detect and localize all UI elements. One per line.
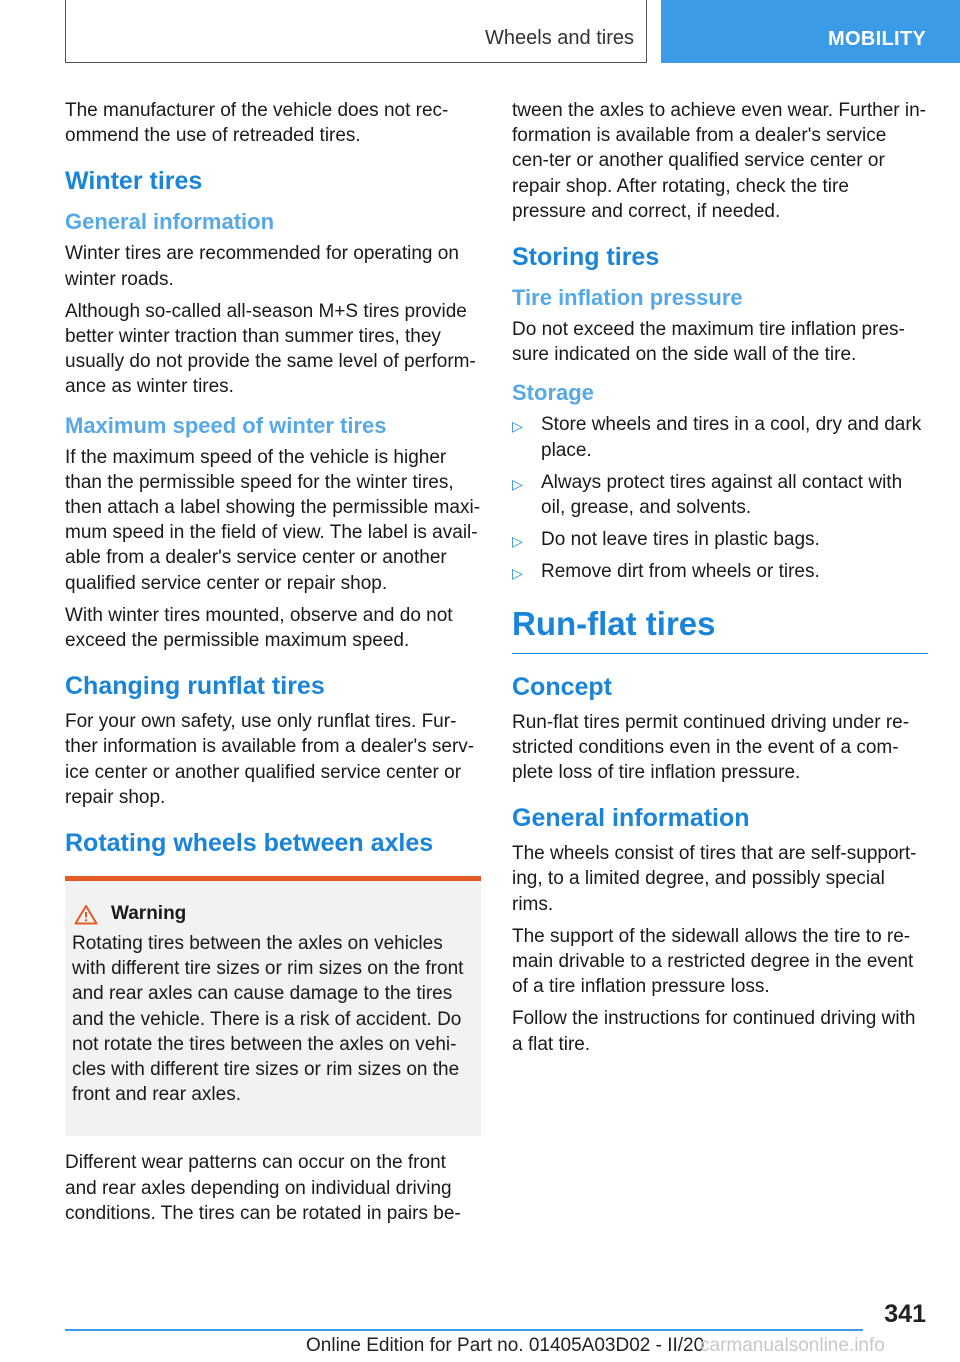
general-information-heading: General information bbox=[65, 209, 275, 235]
warning-triangle-icon bbox=[74, 904, 98, 925]
storage-list bbox=[512, 412, 928, 584]
run-flat-tires-heading: Run-flat tires bbox=[512, 603, 928, 654]
list-item: ▷ Do not leave tires in plastic bags. bbox=[512, 527, 928, 552]
page-number: 341 bbox=[884, 1300, 926, 1328]
warning-text: Rotating tires between the axles on vehicles with different tire sizes or rim sizes on the front and rear axles can cause damage to the tires and the vehicle. There is a risk of accident. Do not rotate the tires between the axles on vehi‐cles with different tire sizes or rim sizes on the front and rear axles. bbox=[72, 933, 464, 1106]
list-item: ▷ Always protect tires against all contact with oil, grease, and solvents. bbox=[512, 471, 903, 519]
list-item: ▷ Store wheels and tires in a cool, dry and dark place. bbox=[512, 414, 922, 461]
winter-tires-heading: Winter tires bbox=[65, 167, 203, 196]
concept-paragraph: Run-flat tires permit continued driving under re‐stricted conditions even in the event of a com‐plete loss of tire inflation pressure. bbox=[512, 711, 910, 784]
runflat-general-paragraph-3: Follow the instructions for continued driving with a flat tire. bbox=[512, 1008, 916, 1055]
triangle-bullet-icon: ▷ bbox=[512, 565, 523, 582]
warning-box bbox=[65, 881, 481, 1136]
triangle-bullet-icon: ▷ bbox=[512, 533, 523, 550]
warning-header bbox=[72, 903, 473, 925]
changing-runflat-heading: Changing runflat tires bbox=[65, 672, 325, 701]
concept-heading: Concept bbox=[512, 672, 612, 701]
rotating-wheels-heading: Rotating wheels between axles bbox=[65, 828, 481, 881]
intro-paragraph: The manufacturer of the vehicle does not rec‐ommend the use of retreaded tires. bbox=[65, 100, 449, 147]
left-column bbox=[65, 98, 481, 1233]
max-speed-heading: Maximum speed of winter tires bbox=[65, 412, 387, 438]
rotating-continued-paragraph: tween the axles to achieve even wear. Further in‐formation is available from a dealer's service cen‐ter or another qualified service center or repair shop. After rotating, check the tire pressure and correct, if needed. bbox=[512, 100, 927, 222]
runflat-general-paragraph-2: The support of the sidewall allows the tire to re‐main drivable to a restricted degree in the event of a tire inflation pressure loss. bbox=[512, 925, 914, 998]
changing-runflat-paragraph: For your own safety, use only runflat tires. Fur‐ther information is available from a dealer's serv‐ice center or another qualified service center or repair shop. bbox=[65, 711, 475, 808]
triangle-bullet-icon: ▷ bbox=[512, 475, 523, 492]
header-chapter-tab bbox=[661, 0, 960, 63]
list-item: ▷ Remove dirt from wheels or tires. bbox=[512, 559, 928, 584]
general-paragraph-2: Although so-called all-season M+S tires provide better winter traction than summer tires, they usually do not provide the same level of perform‐ance as winter tires. bbox=[65, 300, 476, 398]
max-speed-paragraph-1: If the maximum speed of the vehicle is higher than the permissible speed for the winter tires, then attach a label showing the permissible maxi‐mum speed in the field of view. The label is avail‐able from a dealer's service center or another qualified service center or repair shop. bbox=[65, 446, 481, 594]
header-section-title: Wheels and tires bbox=[485, 27, 634, 49]
storage-heading: Storage bbox=[512, 380, 594, 406]
tire-inflation-pressure-heading: Tire inflation pressure bbox=[512, 285, 743, 311]
runflat-general-heading: General information bbox=[512, 804, 750, 833]
header-chapter-label: MOBILITY bbox=[828, 28, 926, 50]
triangle-bullet-icon: ▷ bbox=[512, 418, 523, 435]
rotating-paragraph: Different wear patterns can occur on the front and rear axles depending on individual driving conditions. The tires can be rotated in pairs be‐ bbox=[65, 1152, 461, 1224]
storing-tires-heading: Storing tires bbox=[512, 243, 660, 272]
tire-inflation-pressure-paragraph: Do not exceed the maximum tire inflation pres‐sure indicated on the side wall of the tire. bbox=[512, 319, 905, 366]
general-paragraph-1: Winter tires are recommended for operating on winter roads. bbox=[65, 243, 459, 290]
warning-title: Warning bbox=[111, 903, 187, 925]
footer-edition: Online Edition for Part no. 01405A03D02 - II/20 bbox=[306, 1335, 705, 1356]
runflat-general-paragraph-1: The wheels consist of tires that are self-support‐ing, to a limited degree, and possibly special rims. bbox=[512, 843, 917, 915]
max-speed-paragraph-2: With winter tires mounted, observe and do not exceed the permissible maximum speed. bbox=[65, 604, 453, 652]
footer-rule bbox=[65, 1329, 863, 1331]
header-section-box bbox=[65, 0, 647, 63]
right-column bbox=[512, 98, 928, 1064]
watermark: carmanualsonline.info bbox=[700, 1335, 885, 1356]
